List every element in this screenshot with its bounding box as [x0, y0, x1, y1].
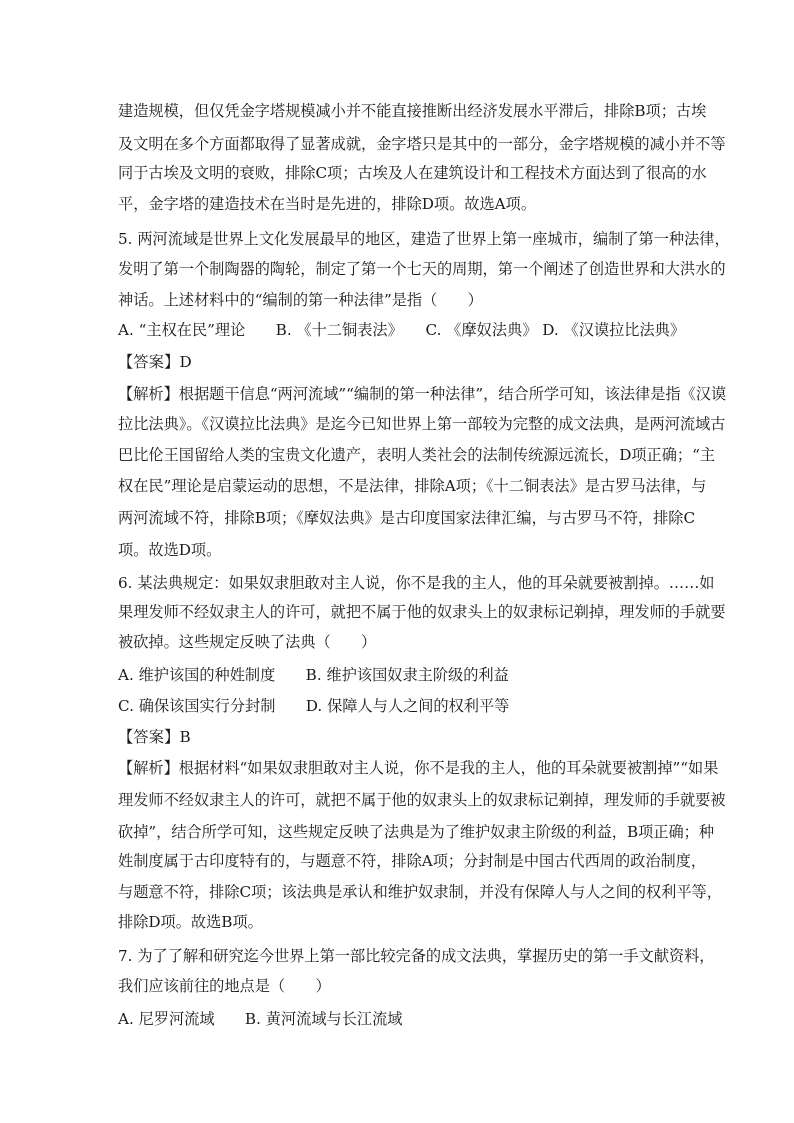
text-line: 拉比法典》。《汉谟拉比法典》是迄今已知世界上第一部较为完整的成文法典，是两河流域古	[118, 415, 726, 433]
text-line: 与题意不符，排除C项；该法典是承认和维护奴隶制，并没有保障人与人之间的权利平等，	[118, 883, 722, 901]
analysis-text: 【解析】根据题干信息“两河流域”“编制的第一种法律”，结合所学可知，该法律是指《汉谟	[118, 385, 727, 403]
question-5-stem: 5. 两河流域是世界上文化发展最早的地区，建造了世界上第一座城市，编制了第一种法律，	[118, 230, 730, 248]
answer-label: 【答案】D	[118, 353, 192, 371]
question-6-options-cd: C. 确保该国实行分封制 D. 保障人与人之间的权利平等	[118, 697, 510, 715]
question-6-stem: 6. 某法典规定：如果奴隶胆敢对主人说，你不是我的主人，他的耳朵就要被割掉。……如	[118, 574, 715, 592]
text-line: 砍掉”，结合所学可知，这些规定反映了法典是为了维护奴隶主阶级的利益，B项正确；种	[118, 823, 715, 841]
text-line: 项。故选D项。	[118, 541, 222, 559]
text-line: 权在民”理论是启蒙运动的思想，不是法律，排除A项；《十二铜表法》是古罗马法律，与	[118, 477, 707, 495]
answer-label: 【答案】B	[118, 728, 191, 746]
text-line: 我们应该前往的地点是（ ）	[118, 977, 331, 995]
question-5-options: A. “主权在民”理论 B. 《十二铜表法》 C. 《摩奴法典》 D. 《汉谟拉比法典》	[118, 321, 686, 339]
text-line: 两河流域不符，排除B项；《摩奴法典》是古印度国家法律汇编，与古罗马不符，排除C	[118, 509, 696, 527]
text-line: 发明了第一个制陶器的陶轮，制定了第一个七天的周期，第一个阐述了创造世界和大洪水的	[118, 260, 726, 278]
analysis-text: 【解析】根据材料“如果奴隶胆敢对主人说，你不是我的主人，他的耳朵就要被割掉”“如果	[118, 759, 719, 777]
question-7-stem: 7. 为了了解和研究迄今世界上第一部比较完备的成文法典，掌握历史的第一手文献资料，	[118, 947, 715, 965]
text-line: 神话。上述材料中的“编制的第一种法律”是指（ ）	[118, 291, 483, 309]
text-line: 及文明在多个方面都取得了显著成就，金字塔只是其中的一部分，金字塔规模的减小并不等	[118, 135, 726, 153]
text-line: 姓制度属于古印度特有的，与题意不符，排除A项；分封制是中国古代西周的政治制度，	[118, 852, 707, 870]
text-line: 巴比伦王国留给人类的宝贵文化遗产，表明人类社会的法制传统源远流长，D项正确；“主	[118, 446, 716, 464]
question-6-options-ab: A. 维护该国的种姓制度 B. 维护该国奴隶主阶级的利益	[118, 666, 509, 684]
text-line: 果理发师不经奴隶主人的许可，就把不属于他的奴隶头上的奴隶标记剃掉，理发师的手就要	[118, 603, 726, 621]
text-line: 平，金字塔的建造技术在当时是先进的，排除D项。故选A项。	[118, 195, 537, 213]
text-line: 被砍掉。这些规定反映了法典（ ）	[118, 633, 377, 651]
text-line: 建造规模，但仅凭金字塔规模减小并不能直接推断出经济发展水平滞后，排除B项；古埃	[118, 102, 707, 120]
text-line: 理发师不经奴隶主人的许可，就把不属于他的奴隶头上的奴隶标记剃掉，理发师的手就要被	[118, 791, 726, 809]
text-line: 同于古埃及文明的衰败，排除C项；古埃及人在建筑设计和工程技术方面达到了很高的水	[118, 164, 707, 182]
question-7-options: A. 尼罗河流域 B. 黄河流域与长江流域	[118, 1010, 403, 1028]
text-line: 排除D项。故选B项。	[118, 913, 263, 931]
